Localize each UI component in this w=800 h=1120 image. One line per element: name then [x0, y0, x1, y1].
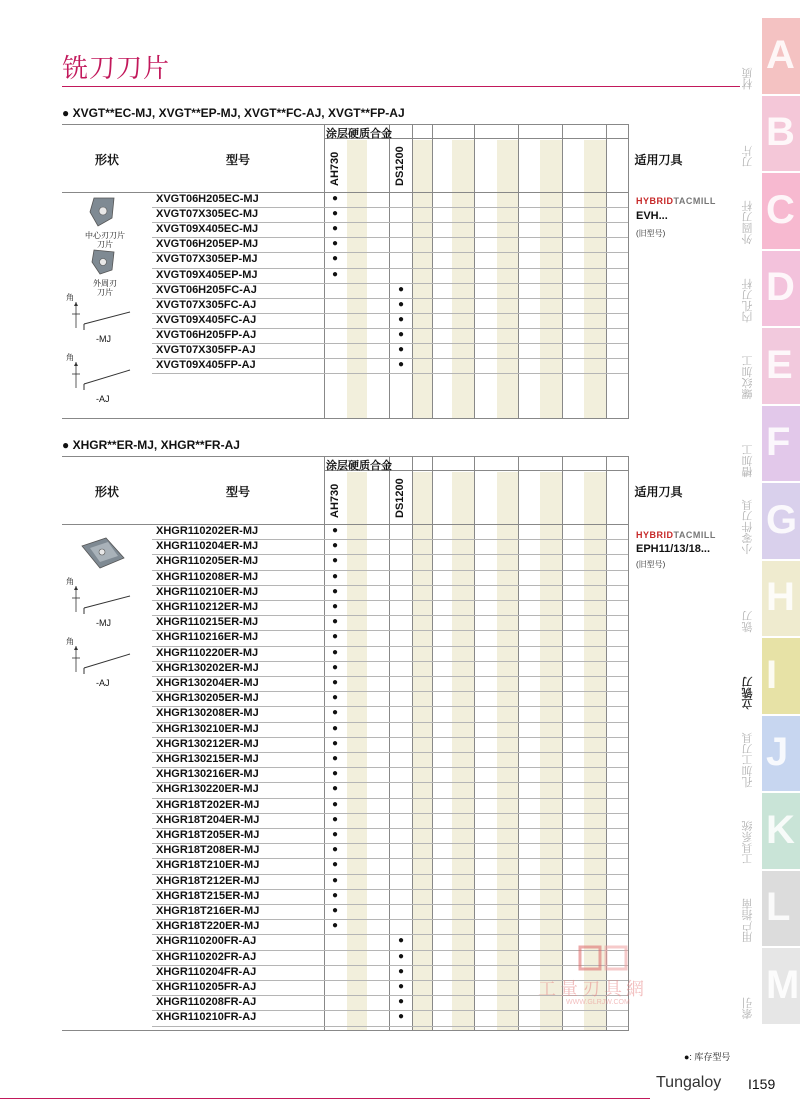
stock-dot: ● — [332, 646, 339, 658]
grade-column-stripe — [452, 140, 474, 418]
stock-dot: ● — [332, 570, 339, 582]
table-row-model: XHGR18T215ER-MJ — [156, 889, 260, 902]
table-row-model: XHGR130202ER-MJ — [156, 661, 259, 674]
side-tab-b[interactable] — [762, 96, 800, 172]
column-divider — [518, 456, 519, 1030]
side-tab-letter: B — [766, 110, 795, 155]
tool-brand-tacmill: TACMILL — [673, 196, 716, 206]
side-tab-label: 铣刀 — [742, 610, 754, 632]
table-row-model: XVGT09X405FP-AJ — [156, 359, 256, 372]
table-row-model: XHGR18T202ER-MJ — [156, 798, 260, 811]
stock-dot: ● — [332, 661, 339, 673]
grade-label-ah730: AH730 — [329, 483, 341, 518]
table-row-model: XHGR110220ER-MJ — [156, 646, 259, 659]
side-tab-f[interactable] — [762, 406, 800, 482]
page-title: 铣刀刀片 — [62, 53, 171, 83]
edge-profile-mj2-icon — [70, 584, 132, 616]
table-row-model: XHGR110210ER-MJ — [156, 585, 259, 598]
stock-dot: ● — [332, 722, 339, 734]
table-row-model: XHGR18T212ER-MJ — [156, 874, 260, 887]
grade-column-stripe — [584, 140, 606, 418]
side-tab-label: 外圆刀杆 — [742, 200, 754, 245]
grade-column-stripe — [497, 140, 519, 418]
column-divider — [606, 456, 607, 1030]
side-tab-g[interactable] — [762, 483, 800, 559]
stock-dot: ● — [398, 313, 405, 325]
tool-column-header: 适用刀具 — [634, 153, 683, 167]
table-row-model: XHGR130216ER-MJ — [156, 768, 259, 781]
title-rule — [62, 86, 740, 87]
model-column-header: 型号 — [225, 153, 250, 167]
table-row-model: XHGR130210ER-MJ — [156, 722, 259, 735]
stock-dot: ● — [332, 813, 339, 825]
mj-label-2: -MJ — [96, 618, 111, 628]
stock-dot: ● — [332, 238, 339, 250]
side-tab-i[interactable] — [762, 638, 800, 714]
tool-brand-hybrid-2: HYBRID — [636, 530, 674, 540]
table-row-model: XHGR18T210ER-MJ — [156, 859, 260, 872]
table-row-model: XVGT07X305EC-MJ — [156, 208, 259, 221]
side-tab-d[interactable] — [762, 251, 800, 327]
center-insert-icon — [88, 196, 118, 228]
stock-dot: ● — [398, 1011, 405, 1023]
side-tab-letter: E — [766, 342, 793, 387]
page-number: I159 — [748, 1076, 776, 1092]
tool-column-header: 适用刀具 — [634, 485, 683, 499]
side-tab-label: 小零件刀具 — [742, 499, 754, 555]
table-row-model: XHGR18T204ER-MJ — [156, 813, 260, 826]
table-header-rule — [62, 192, 629, 193]
table-row-model: XVGT06H205EP-MJ — [156, 238, 259, 251]
side-tab-letter: I — [766, 652, 778, 697]
table-row-model: XVGT06H205FP-AJ — [156, 328, 257, 341]
table-row-model: XHGR110205ER-MJ — [156, 555, 259, 568]
side-tab-letter: F — [766, 420, 791, 465]
grade-column-stripe — [497, 472, 519, 1030]
stock-dot: ● — [332, 223, 339, 235]
watermark-url: WWW.GLRJW.COM — [566, 999, 630, 1006]
watermark-text: 工量刃具網 — [538, 979, 648, 999]
table-row-model: XHGR130204ER-MJ — [156, 677, 259, 689]
grade-label-ds1200: DS1200 — [394, 478, 406, 518]
side-tab-letter: C — [766, 187, 795, 232]
column-divider — [628, 124, 629, 418]
table-row-model: XHGR110210FR-AJ — [156, 1011, 257, 1024]
side-tab-label: 槽加工 — [742, 444, 754, 477]
side-tab-l[interactable] — [762, 871, 800, 947]
footnote: ●: 库存型号 — [684, 1052, 731, 1062]
grade-column-stripe — [412, 472, 432, 1030]
stock-dot: ● — [332, 707, 339, 719]
side-tab-label: 立铣刀 — [742, 676, 754, 710]
side-tab-letter: D — [766, 265, 795, 310]
stock-dot: ● — [332, 844, 339, 856]
grade-column-stripe — [452, 472, 474, 1030]
table-header-rule — [62, 524, 629, 525]
column-divider — [628, 456, 629, 1030]
tool-brand-logo — [636, 196, 716, 206]
table-row-model: XHGR110216ER-MJ — [156, 631, 259, 644]
side-tab-c[interactable] — [762, 173, 800, 249]
table-row-model: XHGR18T208ER-MJ — [156, 844, 260, 857]
table-row-model: XHGR110208FR-AJ — [156, 996, 257, 1009]
stock-dot: ● — [332, 555, 339, 567]
side-tab-j[interactable] — [762, 716, 800, 792]
shape-label-outer: 外周刃 — [93, 279, 117, 288]
aj-label: -AJ — [96, 394, 110, 404]
table-row-model: XVGT06H205FC-AJ — [156, 283, 257, 296]
table-row-model: XHGR130205ER-MJ — [156, 692, 259, 705]
side-tab-letter: M — [766, 962, 800, 1007]
column-divider — [412, 456, 413, 1030]
table-row-rule — [152, 373, 628, 374]
shape-column-header: 形状 — [94, 485, 119, 499]
table-row-model: XHGR110202FR-AJ — [156, 950, 257, 963]
stock-dot: ● — [332, 540, 339, 552]
side-tab-label: 内孔刀杆 — [742, 278, 754, 322]
stock-dot: ● — [332, 859, 339, 871]
section1-heading: ● XVGT**EC-MJ, XVGT**EP-MJ, XVGT**FC-AJ, XVGT**FP-AJ — [62, 106, 405, 120]
tool-model: EVH... — [636, 210, 668, 222]
stock-dot: ● — [332, 253, 339, 265]
aj-label-2: -AJ — [96, 678, 110, 688]
table-bottom-rule — [62, 1030, 629, 1031]
watermark-logo-icon — [578, 945, 638, 971]
table-row-model: XVGT09X405EP-MJ — [156, 268, 258, 281]
side-tab-a[interactable] — [762, 18, 800, 94]
shape-column-header: 形状 — [94, 153, 119, 167]
side-tab-k[interactable] — [762, 793, 800, 869]
stock-dot: ● — [332, 874, 339, 886]
stock-dot: ● — [398, 950, 405, 962]
tool-note-2: (旧型号) — [636, 560, 666, 569]
table-row-model: XHGR110204ER-MJ — [156, 540, 259, 553]
table-row-model: XVGT09X405FC-AJ — [156, 313, 257, 326]
side-tab-letter: A — [766, 32, 795, 77]
grade-column-stripe — [540, 472, 562, 1030]
stock-dot: ● — [332, 585, 339, 597]
stock-dot: ● — [332, 783, 339, 795]
table-row-model: XHGR130212ER-MJ — [156, 737, 259, 750]
stock-dot: ● — [332, 889, 339, 901]
side-tab-label: 用户指南 — [742, 898, 754, 942]
side-tab-letter: H — [766, 575, 795, 620]
shape-label-center: 中心刃刀片 — [85, 231, 125, 240]
stock-dot: ● — [332, 905, 339, 916]
stock-dot: ● — [332, 268, 339, 280]
grade-column-stripe — [412, 140, 432, 418]
stock-dot: ● — [332, 677, 339, 688]
edge-profile-aj2-icon — [70, 644, 132, 676]
tool-brand-hybrid: HYBRID — [636, 196, 674, 206]
table-row-model: XHGR18T220ER-MJ — [156, 920, 260, 933]
edge-profile-aj-icon — [70, 360, 132, 392]
tool-brand-logo-2 — [636, 530, 716, 540]
side-tab-label: 刀片 — [742, 145, 754, 167]
outer-insert-icon — [90, 248, 118, 276]
table-row-model: XHGR110212ER-MJ — [156, 601, 259, 613]
grade-column-stripe — [540, 140, 562, 418]
side-tab-letter: J — [766, 730, 789, 775]
angle-label-3: 角 — [66, 577, 74, 586]
table-row-model: XHGR18T216ER-MJ — [156, 905, 260, 917]
coating-column-header: 涂层硬质合金 — [326, 460, 392, 472]
footer-rule — [0, 1098, 650, 1099]
stock-dot: ● — [332, 601, 339, 612]
stock-dot: ● — [398, 298, 405, 310]
stock-dot: ● — [332, 525, 339, 536]
stock-dot: ● — [398, 283, 405, 295]
column-divider — [474, 456, 475, 1030]
grade-label-ah730: AH730 — [329, 151, 341, 186]
angle-label: 角 — [66, 293, 74, 302]
side-tab-label: 螺纹加工 — [742, 355, 754, 400]
stock-dot: ● — [398, 344, 405, 355]
stock-dot: ● — [332, 208, 339, 220]
table-row-model: XHGR110202ER-MJ — [156, 525, 259, 537]
side-tab-letter: G — [766, 497, 798, 542]
table-row-model: XVGT06H205EC-MJ — [156, 193, 259, 205]
grade-column-stripe — [347, 472, 367, 1030]
shape-label-outer-2: 刀片 — [97, 288, 113, 297]
stock-dot: ● — [332, 631, 339, 643]
side-tab-label: 工具系统 — [742, 820, 754, 865]
side-tab-letter: L — [766, 885, 791, 930]
stock-dot: ● — [332, 829, 339, 840]
stock-dot: ● — [398, 981, 405, 992]
grade-column-stripe — [347, 140, 367, 418]
stock-dot: ● — [398, 359, 405, 371]
mj-label: -MJ — [96, 334, 111, 344]
stock-dot: ● — [332, 193, 339, 204]
stock-dot: ● — [332, 768, 339, 780]
table-bottom-rule — [62, 418, 629, 419]
side-tab-h[interactable] — [762, 561, 800, 637]
shape-label-center-2: 刀片 — [97, 240, 113, 249]
stock-dot: ● — [332, 692, 339, 704]
table-row-model: XHGR130208ER-MJ — [156, 707, 259, 720]
side-tab-e[interactable] — [762, 328, 800, 404]
grade-label-ds1200: DS1200 — [394, 146, 406, 186]
table-row-model: XVGT07X305EP-MJ — [156, 253, 258, 266]
side-tab-letter: K — [766, 807, 795, 852]
brand-name: Tungaloy — [656, 1074, 722, 1091]
angle-label-2: 角 — [66, 353, 74, 362]
side-tab-label: 孔加工刀具 — [742, 732, 754, 787]
stock-dot: ● — [332, 920, 339, 932]
stock-dot: ● — [332, 737, 339, 749]
angle-label-4: 角 — [66, 637, 74, 646]
tool-brand-tacmill-2: TACMILL — [673, 530, 716, 540]
tool-note: (旧型号) — [636, 229, 666, 238]
model-column-header: 型号 — [225, 485, 250, 499]
side-tab-label: 索引 — [742, 997, 754, 1020]
tool-model-2: EPH11/13/18... — [636, 543, 710, 555]
column-divider — [432, 456, 433, 1030]
column-divider — [562, 456, 563, 1030]
side-tab-m[interactable] — [762, 948, 800, 1024]
side-tab-label: 材质 — [742, 67, 754, 90]
stock-dot: ● — [398, 965, 405, 977]
xhgr-insert-icon — [80, 536, 126, 572]
edge-profile-mj-icon — [70, 300, 132, 332]
stock-dot: ● — [332, 798, 339, 810]
stock-dot: ● — [398, 996, 405, 1008]
stock-dot: ● — [332, 753, 339, 764]
stock-dot: ● — [398, 935, 405, 947]
table-row-rule — [152, 1026, 628, 1027]
table-row-model: XHGR110200FR-AJ — [156, 935, 257, 948]
table-row-model: XHGR18T205ER-MJ — [156, 829, 260, 841]
table-row-model: XVGT07X305FC-AJ — [156, 298, 257, 311]
column-divider — [389, 456, 390, 1030]
stock-dot: ● — [398, 328, 405, 340]
table-row-model: XHGR130220ER-MJ — [156, 783, 259, 796]
table-row-model: XVGT07X305FP-AJ — [156, 344, 256, 356]
table-row-model: XHGR110204FR-AJ — [156, 965, 257, 978]
table-row-model: XHGR110205FR-AJ — [156, 981, 257, 993]
coating-column-header: 涂层硬质合金 — [326, 128, 392, 140]
section2-heading: ● XHGR**ER-MJ, XHGR**FR-AJ — [62, 438, 240, 452]
column-divider — [324, 456, 325, 1030]
table-row-model: XVGT09X405EC-MJ — [156, 223, 259, 236]
table-row-model: XHGR130215ER-MJ — [156, 753, 259, 765]
table-row-model: XHGR110215ER-MJ — [156, 616, 259, 629]
table-row-model: XHGR110208ER-MJ — [156, 570, 259, 583]
stock-dot: ● — [332, 616, 339, 628]
